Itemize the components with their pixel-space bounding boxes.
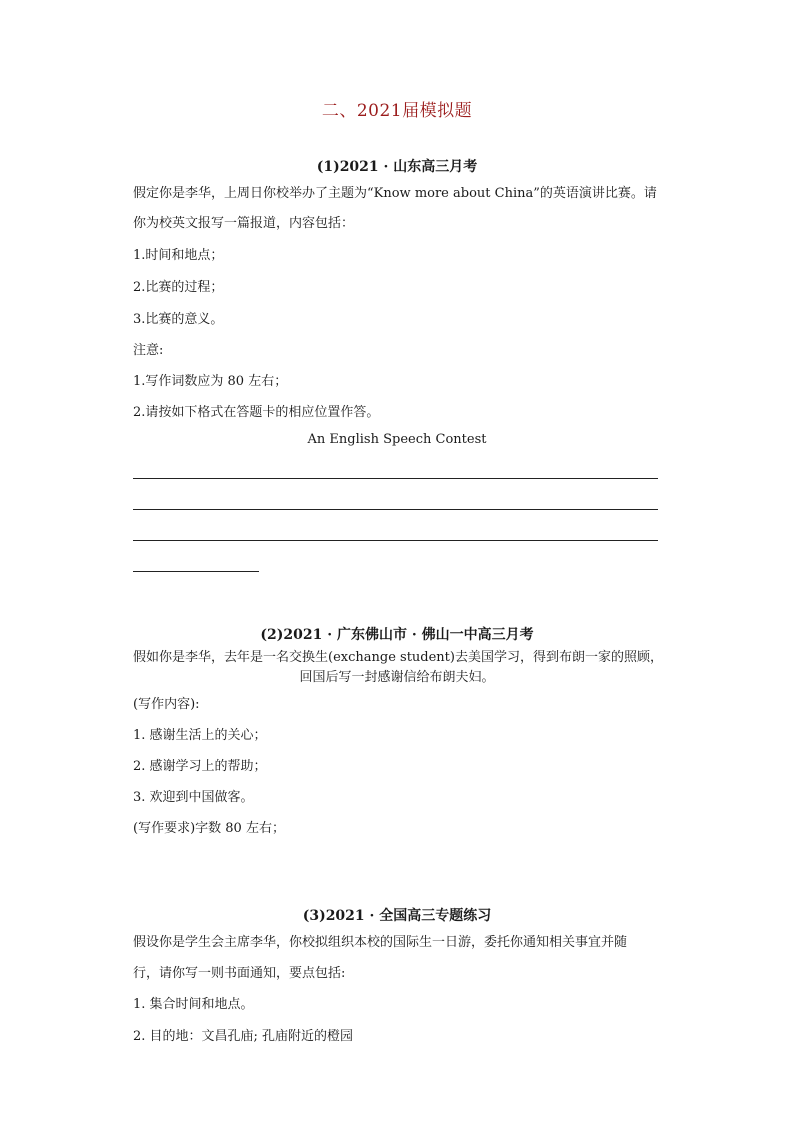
answer-rule-line [133, 509, 658, 510]
section1-prompt-line1: 假定你是李华，上周日你校举办了主题为“Know more about China”的英语演讲比赛。请 [133, 186, 657, 201]
answer-rule-line [133, 540, 658, 541]
section1-item: 2.比赛的过程； [133, 280, 224, 295]
section1-prompt-line2: 你为校英文报写一篇报道，内容包括： [133, 216, 355, 231]
section1-note: 2.请按如下格式在答题卡的相应位置作答。 [133, 405, 380, 420]
answer-sheet-title: An English Speech Contest [307, 432, 487, 447]
section1-title: (1)2021 · 山东高三月考 [316, 159, 478, 175]
section2-item: 1. 感谢生活上的关心； [133, 728, 267, 743]
section1-item: 1.时间和地点； [133, 248, 224, 263]
answer-rule-line-short [133, 571, 259, 572]
answer-rule-line [133, 478, 658, 479]
section1-item: 3.比赛的意义。 [133, 312, 224, 327]
section2-item: 3. 欢迎到中国做客。 [133, 790, 254, 805]
section3-prompt-line2: 行，请你写一则书面通知，要点包括: [133, 966, 346, 981]
section2-prompt-line2: 回国后写一封感谢信给布朗夫妇。 [299, 670, 495, 685]
section1-note: 1.写作词数应为 80 左右； [133, 374, 288, 389]
section2-title: (2)2021 · 广东佛山市 · 佛山一中高三月考 [260, 627, 534, 643]
section3-prompt-line1: 假设你是学生会主席李华，你校拟组织本校的国际生一日游，委托你通知相关事宜并随 [133, 935, 628, 950]
section3-item: 2. 目的地：文昌孔庙; 孔庙附近的橙园 [133, 1029, 354, 1044]
section3-item: 1. 集合时间和地点。 [133, 997, 254, 1012]
section3-title: (3)2021 · 全国高三专题练习 [302, 908, 492, 924]
page-heading: 二、2021届模拟题 [321, 101, 473, 121]
section2-prompt-line1: 假如你是李华，去年是一名交换生(exchange student)去美国学习，得到布朗一家的照顾， [133, 650, 663, 665]
section2-content-label: (写作内容): [133, 697, 200, 712]
section1-note-label: 注意: [133, 343, 164, 358]
section2-requirement: (写作要求)字数 80 左右； [133, 821, 285, 836]
section2-item: 2. 感谢学习上的帮助； [133, 759, 267, 774]
